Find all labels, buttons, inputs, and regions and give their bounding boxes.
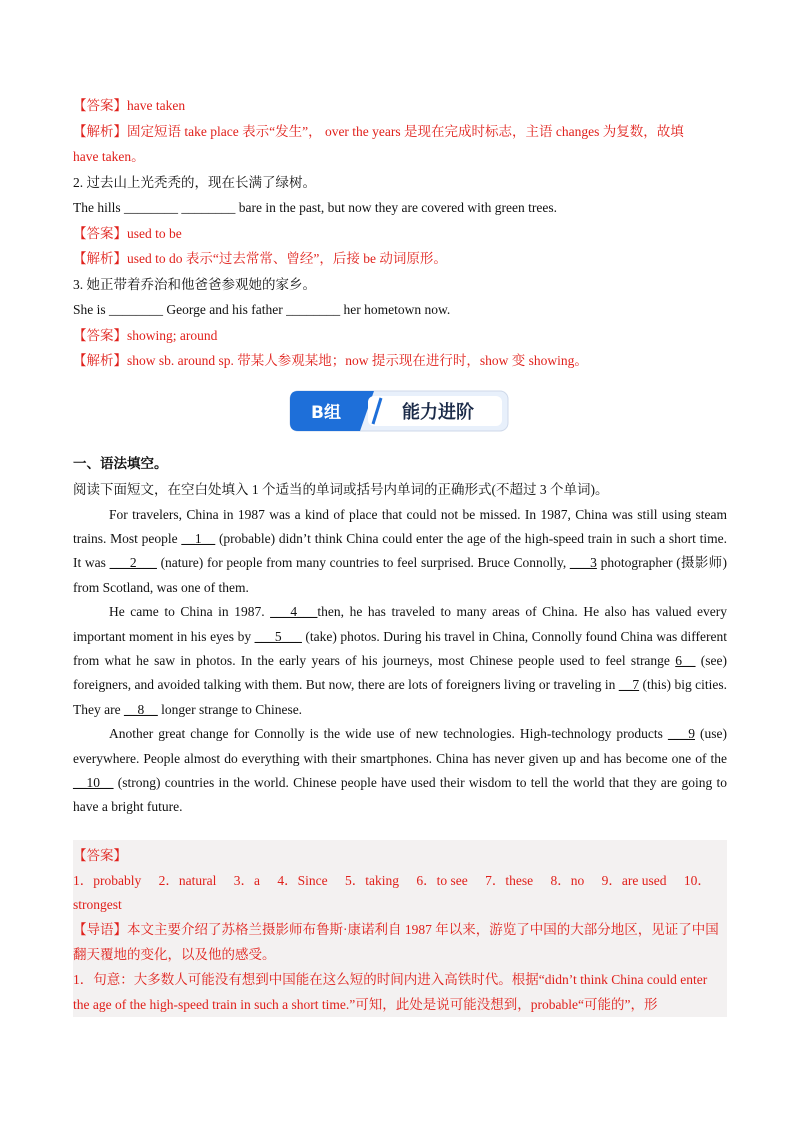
answer-item: 1．probably: [73, 872, 142, 888]
blank-6: 6__: [675, 652, 696, 668]
blank-2: ___2___: [109, 555, 157, 571]
passage-paragraph-3: [73, 722, 727, 820]
section-banner: [73, 388, 727, 438]
passage-paragraph-2: [73, 600, 727, 722]
section-title: 一、语法填空。: [73, 455, 168, 472]
blank-3: ___3: [569, 555, 597, 571]
passage-paragraph-1: [73, 503, 727, 601]
blank-9: ___9: [667, 726, 695, 742]
explanation-1: 1．句意：大多数人可能没有想到中国能在这么短的时间内进入高铁时代。根据“didn’t think China could enter the age of the high-speed train in such a short time.”可知，此处是说可能没想到，probable“可能的”，形: [73, 971, 708, 1012]
q3-analysis: 【解析】show sb. around sp. 带某人参观某地；now 提示现在进行时，show 变 showing。: [73, 353, 588, 368]
blank-5: ___5___: [254, 628, 302, 644]
passage-text: (nature) for people from many countries to feel surprised. Bruce Connolly,: [156, 555, 570, 571]
q3-prompt: 3. 她正带着乔治和他爸爸参观她的家乡。: [73, 276, 316, 292]
passage-text: (strong) countries in the world. Chinese people have used their wisdom to tell the world that they are going to have a bright future.: [73, 774, 727, 815]
answer-item: 3．a: [233, 872, 260, 888]
passage-text: He came to China in 1987.: [109, 604, 271, 620]
passage-text: (this) big cities. They are: [73, 677, 727, 717]
passage-text: longer strange to Chinese.: [157, 701, 303, 717]
blank-1: __1__: [181, 530, 216, 546]
answer-item: 8．no: [550, 872, 585, 888]
q2-sentence: The hills ________ ________ bare in the past, but now they are covered with green trees.: [73, 200, 557, 215]
answer-item: 6．to see: [416, 872, 468, 888]
passage-text: (see) foreigners, and avoided talking with them. But now, there are lots of foreigners living or traveling in: [73, 652, 727, 693]
passage-text: photographer (摄影师) from Scotland, was one of them.: [73, 555, 727, 595]
passage-text: (take) photos. During his travel in China, Connolly found China was different from what he saw in photos. In the early years of his journeys, most Chinese people used to feel strange: [73, 628, 727, 668]
q1-analysis-line1: 【解析】固定短语 take place 表示“发生”， over the years 是现在完成时标志，主语 changes 为复数，故填: [73, 123, 684, 139]
passage-text: (probable) didn’t think China could enter the age of the high-speed train in such a short time. It was: [73, 530, 727, 571]
blank-10: __10__: [73, 774, 114, 790]
answer-item: 7．these: [485, 872, 534, 888]
document-page: [73, 93, 727, 1017]
q1-analysis-line2: have taken。: [73, 149, 145, 164]
blank-4: ___4___: [270, 604, 318, 620]
answer-item: 5．taking: [344, 872, 399, 888]
passage-text: (use) everywhere. People almost do everything with their smartphones. China has never given up and has become one of the: [73, 726, 727, 766]
answer-list: [73, 869, 727, 919]
q1-answer: 【答案】have taken: [73, 98, 186, 113]
group-b-banner: [288, 388, 510, 434]
passage-text: Another great change for Connolly is the wide use of new technologies. High-technology products: [109, 726, 668, 742]
banner-group-label: B组: [311, 402, 341, 423]
answer-item: 10．strongest: [73, 872, 711, 913]
blank-7: __7: [618, 677, 640, 693]
guide-text: 【导语】本文主要介绍了苏格兰摄影师布鲁斯·康诺利自 1987 年以来，游览了中国的大部分地区，见证了中国翻天覆地的变化，以及他的感受。: [73, 922, 719, 962]
instruction: 阅读下面短文，在空白处填入 1 个适当的单词或括号内单词的正确形式(不超过 3 个单词)。: [73, 482, 609, 497]
banner-title: 能力进阶: [402, 401, 474, 423]
passage-text: For travelers, China in 1987 was a kind of place that could not be missed. In 1987, China was still using steam trains. Most people: [73, 506, 727, 546]
answer-label: 【答案】: [73, 847, 127, 863]
blank-8: __8__: [123, 701, 158, 717]
q2-prompt: 2. 过去山上光秃秃的，现在长满了绿树。: [73, 174, 316, 190]
answer-block: [73, 840, 727, 1018]
answer-item: 2．natural: [158, 872, 217, 888]
answer-item: 9．are used: [601, 872, 667, 888]
q2-analysis: 【解析】used to do 表示“过去常常、曾经”，后接 be 动词原形。: [73, 251, 447, 266]
q3-answer: 【答案】showing; around: [73, 327, 218, 343]
passage-text: then, he has traveled to many areas of China. He also has valued every important moment in his eyes by: [73, 604, 727, 644]
q2-answer: 【答案】used to be: [73, 225, 182, 241]
q3-sentence: She is ________ George and his father ________ her hometown now.: [73, 302, 451, 317]
answer-item: 4．Since: [277, 872, 328, 888]
